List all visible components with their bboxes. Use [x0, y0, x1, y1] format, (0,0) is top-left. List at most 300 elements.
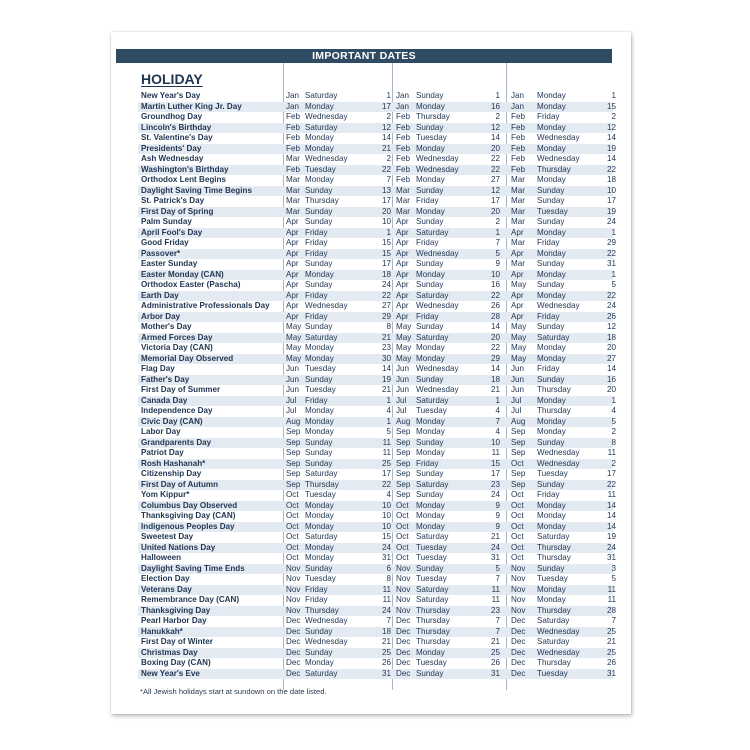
- year1-month: Jun: [286, 374, 300, 384]
- year1-month: Mar: [286, 196, 300, 205]
- year1-month: Oct: [286, 490, 299, 499]
- holiday-name: Indigenous Peoples Day: [141, 521, 235, 531]
- year2-day-number: 7: [495, 238, 500, 247]
- year3-day-number: 14: [606, 511, 616, 520]
- year2-weekday: Sunday: [416, 217, 444, 226]
- table-row: [138, 511, 616, 522]
- holiday-name: Easter Monday (CAN): [141, 269, 224, 279]
- holiday-name: Earth Day: [141, 290, 179, 300]
- year2-day-number: 18: [490, 374, 500, 384]
- table-row: [138, 521, 616, 533]
- year2-day-number: 21: [490, 532, 500, 541]
- year3-month: Apr: [511, 311, 524, 321]
- year1-day-number: 7: [386, 175, 391, 184]
- year1-weekday: Sunday: [305, 374, 333, 384]
- year2-weekday: Wednesday: [416, 164, 459, 174]
- year2-month: Oct: [396, 521, 409, 531]
- table-row: [138, 364, 616, 375]
- year3-month: Dec: [511, 647, 526, 657]
- year2-month: Sep: [396, 448, 411, 457]
- year1-day-number: 13: [381, 185, 391, 195]
- year3-month: Nov: [511, 605, 526, 615]
- year3-month: Mar: [511, 206, 525, 216]
- year3-day-number: 14: [606, 154, 616, 163]
- year3-month: Dec: [511, 637, 526, 646]
- year2-weekday: Saturday: [416, 227, 449, 237]
- table-row: [138, 122, 616, 134]
- year1-weekday: Wednesday: [305, 112, 348, 121]
- year1-weekday: Sunday: [305, 259, 333, 268]
- year3-weekday: Saturday: [537, 637, 570, 646]
- year3-month: Feb: [511, 112, 525, 121]
- year1-weekday: Thursday: [305, 196, 339, 205]
- year3-day-number: 19: [606, 206, 616, 216]
- year1-day-number: 1: [386, 416, 391, 426]
- year3-weekday: Wednesday: [537, 133, 580, 142]
- year2-day-number: 23: [490, 605, 500, 615]
- year1-day-number: 22: [381, 479, 391, 489]
- year1-weekday: Monday: [305, 511, 334, 520]
- year1-month: Apr: [286, 217, 299, 226]
- year2-month: Sep: [396, 427, 411, 436]
- year1-month: Apr: [286, 259, 299, 268]
- year3-month: Dec: [511, 616, 526, 625]
- year2-day-number: 9: [495, 259, 500, 268]
- year2-weekday: Friday: [416, 196, 439, 205]
- year1-day-number: 31: [381, 553, 391, 562]
- year2-day-number: 27: [490, 175, 500, 184]
- table-row: [138, 458, 616, 470]
- year3-weekday: Wednesday: [537, 448, 580, 457]
- year2-month: Jun: [396, 374, 410, 384]
- year3-month: Oct: [511, 458, 524, 468]
- holiday-name: Canada Day: [141, 395, 188, 405]
- year2-day-number: 16: [490, 280, 500, 289]
- table-row: [138, 469, 616, 480]
- year3-day-number: 12: [606, 322, 616, 331]
- holiday-name: Hanukkah*: [141, 626, 183, 636]
- year2-weekday: Monday: [416, 206, 445, 216]
- year2-month: Feb: [396, 164, 410, 174]
- year2-month: Dec: [396, 626, 411, 636]
- year2-month: Oct: [396, 511, 409, 520]
- year3-month: Nov: [511, 595, 526, 604]
- year2-month: May: [396, 332, 412, 342]
- year3-weekday: Monday: [537, 227, 566, 237]
- year2-month: Apr: [396, 248, 409, 258]
- year2-day-number: 4: [495, 406, 500, 415]
- holiday-name: Election Day: [141, 574, 190, 583]
- year3-weekday: Monday: [537, 595, 566, 604]
- year3-month: Feb: [511, 122, 525, 132]
- year3-month: Aug: [511, 416, 526, 426]
- year2-month: Sep: [396, 479, 411, 489]
- year1-weekday: Sunday: [305, 458, 333, 468]
- year3-month: Jun: [511, 374, 525, 384]
- year3-weekday: Thursday: [537, 553, 571, 562]
- year3-month: Jan: [511, 91, 525, 100]
- year1-month: Nov: [286, 584, 301, 594]
- year3-day-number: 12: [606, 122, 616, 132]
- holiday-name: Martin Luther King Jr. Day: [141, 101, 242, 111]
- year2-weekday: Friday: [416, 238, 439, 247]
- year1-day-number: 1: [386, 395, 391, 405]
- year1-month: Mar: [286, 154, 300, 163]
- year3-weekday: Thursday: [537, 406, 571, 415]
- year3-weekday: Sunday: [537, 280, 565, 289]
- year3-month: Apr: [511, 227, 524, 237]
- year2-month: Dec: [396, 637, 411, 646]
- year3-day-number: 31: [606, 668, 616, 678]
- holiday-name: Ash Wednesday: [141, 154, 204, 163]
- year1-day-number: 14: [381, 133, 391, 142]
- year2-month: Apr: [396, 227, 409, 237]
- holiday-name: Orthodox Easter (Pascha): [141, 280, 241, 289]
- year3-weekday: Monday: [537, 511, 566, 520]
- year2-weekday: Thursday: [416, 616, 450, 625]
- year2-weekday: Monday: [416, 500, 445, 510]
- year3-day-number: 19: [606, 532, 616, 541]
- holiday-name: Boxing Day (CAN): [141, 658, 211, 667]
- year2-day-number: 9: [495, 521, 500, 531]
- year1-month: May: [286, 332, 302, 342]
- holiday-name: Citizenship Day: [141, 469, 202, 478]
- year3-day-number: 18: [606, 332, 616, 342]
- holiday-name: Palm Sunday: [141, 217, 192, 226]
- year2-month: Nov: [396, 595, 411, 604]
- table-row: [138, 332, 616, 344]
- table-row: [138, 290, 616, 302]
- year1-weekday: Thursday: [305, 479, 339, 489]
- year1-weekday: Sunday: [305, 626, 333, 636]
- year3-day-number: 22: [606, 164, 616, 174]
- year3-day-number: 24: [606, 542, 616, 552]
- table-row: [138, 385, 616, 396]
- year2-weekday: Monday: [416, 269, 445, 279]
- year2-weekday: Sunday: [416, 469, 444, 478]
- important-dates-banner: IMPORTANT DATES: [116, 49, 612, 63]
- year2-weekday: Monday: [416, 448, 445, 457]
- holiday-name: Sweetest Day: [141, 532, 194, 541]
- table-row: [138, 353, 616, 365]
- year3-day-number: 27: [606, 353, 616, 363]
- year1-day-number: 31: [381, 668, 391, 678]
- year1-month: Oct: [286, 542, 299, 552]
- year2-weekday: Saturday: [416, 479, 449, 489]
- year1-weekday: Monday: [305, 500, 334, 510]
- year3-day-number: 2: [611, 427, 616, 436]
- year1-month: Mar: [286, 185, 300, 195]
- year3-weekday: Saturday: [537, 616, 570, 625]
- year3-weekday: Monday: [537, 353, 566, 363]
- year3-weekday: Friday: [537, 238, 560, 247]
- year1-weekday: Monday: [305, 553, 334, 562]
- year2-weekday: Monday: [416, 416, 445, 426]
- year3-month: Nov: [511, 563, 526, 573]
- year3-weekday: Thursday: [537, 542, 571, 552]
- year3-weekday: Thursday: [537, 605, 571, 615]
- year2-weekday: Sunday: [416, 259, 444, 268]
- year1-weekday: Monday: [305, 658, 334, 667]
- year3-day-number: 21: [606, 637, 616, 646]
- year1-weekday: Monday: [305, 175, 334, 184]
- year1-day-number: 5: [386, 427, 391, 436]
- year1-month: Nov: [286, 574, 301, 583]
- year3-weekday: Monday: [537, 584, 566, 594]
- year3-month: Sep: [511, 448, 526, 457]
- year1-month: Nov: [286, 605, 301, 615]
- holiday-name: Flag Day: [141, 364, 175, 373]
- year1-day-number: 1: [386, 227, 391, 237]
- year3-day-number: 25: [606, 647, 616, 657]
- table-row: [138, 448, 616, 459]
- year1-month: Apr: [286, 290, 299, 300]
- year2-weekday: Saturday: [416, 532, 449, 541]
- year3-day-number: 26: [606, 311, 616, 321]
- year2-day-number: 1: [495, 227, 500, 237]
- year3-weekday: Sunday: [537, 374, 565, 384]
- year3-day-number: 4: [611, 406, 616, 415]
- table-row: [138, 395, 616, 407]
- year1-day-number: 17: [381, 469, 391, 478]
- year2-weekday: Sunday: [416, 563, 444, 573]
- year1-weekday: Monday: [305, 101, 334, 111]
- year3-weekday: Thursday: [537, 658, 571, 667]
- year3-month: Oct: [511, 521, 524, 531]
- year3-weekday: Tuesday: [537, 206, 568, 216]
- year2-month: Oct: [396, 500, 409, 510]
- year2-day-number: 11: [491, 448, 500, 457]
- table-row: [138, 542, 616, 554]
- year2-day-number: 2: [495, 217, 500, 226]
- year2-month: Dec: [396, 668, 411, 678]
- year3-weekday: Tuesday: [537, 574, 568, 583]
- year3-month: Oct: [511, 511, 524, 520]
- year3-day-number: 16: [606, 374, 616, 384]
- year2-weekday: Thursday: [416, 637, 450, 646]
- year1-day-number: 15: [381, 248, 391, 258]
- year3-day-number: 17: [606, 469, 616, 478]
- year3-weekday: Friday: [537, 112, 560, 121]
- year2-weekday: Sunday: [416, 322, 444, 331]
- year2-day-number: 26: [490, 301, 500, 310]
- year2-weekday: Saturday: [416, 395, 449, 405]
- year2-weekday: Thursday: [416, 626, 450, 636]
- year1-weekday: Tuesday: [305, 385, 336, 394]
- year3-month: May: [511, 322, 527, 331]
- year2-day-number: 15: [490, 458, 500, 468]
- year3-day-number: 5: [611, 574, 616, 583]
- year1-weekday: Monday: [305, 143, 334, 153]
- year2-month: Apr: [396, 280, 409, 289]
- year2-month: May: [396, 343, 412, 352]
- year3-day-number: 1: [611, 227, 616, 237]
- table-row: [138, 133, 616, 144]
- holiday-name: Pearl Harbor Day: [141, 616, 207, 625]
- holiday-name: Grandparents Day: [141, 437, 212, 447]
- year3-day-number: 11: [607, 584, 616, 594]
- year3-weekday: Wednesday: [537, 647, 580, 657]
- year2-day-number: 14: [490, 322, 500, 331]
- year3-day-number: 1: [611, 395, 616, 405]
- year3-weekday: Monday: [537, 248, 566, 258]
- year1-weekday: Monday: [305, 343, 334, 352]
- year3-month: Feb: [511, 154, 525, 163]
- holiday-name: Mother's Day: [141, 322, 192, 331]
- year3-weekday: Monday: [537, 395, 566, 405]
- table-row: [138, 227, 616, 239]
- table-row: [138, 574, 616, 585]
- year2-day-number: 23: [490, 479, 500, 489]
- year1-day-number: 10: [381, 500, 391, 510]
- year1-weekday: Sunday: [305, 437, 333, 447]
- year1-month: Oct: [286, 511, 299, 520]
- year3-month: Sep: [511, 479, 526, 489]
- year2-day-number: 1: [495, 395, 500, 405]
- year3-month: Feb: [511, 133, 525, 142]
- holiday-name: Remembrance Day (CAN): [141, 595, 240, 604]
- year2-weekday: Sunday: [416, 668, 444, 678]
- year1-day-number: 6: [386, 563, 391, 573]
- year3-day-number: 10: [606, 185, 616, 195]
- table-row: [138, 416, 616, 428]
- year1-weekday: Friday: [305, 290, 328, 300]
- table-row: [138, 322, 616, 333]
- year1-day-number: 21: [381, 143, 391, 153]
- year1-month: Apr: [286, 248, 299, 258]
- year3-day-number: 14: [606, 521, 616, 531]
- table-row: [138, 154, 616, 165]
- year1-month: Mar: [286, 206, 300, 216]
- holiday-name: Lincoln's Birthday: [141, 122, 212, 132]
- year1-day-number: 17: [381, 101, 391, 111]
- holiday-name: Groundhog Day: [141, 112, 203, 121]
- year3-weekday: Monday: [537, 343, 566, 352]
- holiday-name: St. Patrick's Day: [141, 196, 205, 205]
- table-row: [138, 143, 616, 155]
- holiday-name: Thanksgiving Day: [141, 605, 211, 615]
- year2-day-number: 22: [490, 290, 500, 300]
- year1-month: Dec: [286, 616, 301, 625]
- year3-month: Feb: [511, 143, 525, 153]
- year1-month: Sep: [286, 469, 301, 478]
- table-row: [138, 164, 616, 176]
- year1-weekday: Saturday: [305, 532, 338, 541]
- year3-month: Apr: [511, 301, 524, 310]
- year3-month: May: [511, 353, 527, 363]
- year3-day-number: 14: [606, 133, 616, 142]
- year2-month: Feb: [396, 143, 410, 153]
- year2-weekday: Monday: [416, 353, 445, 363]
- year2-weekday: Saturday: [416, 595, 449, 604]
- year1-day-number: 11: [382, 437, 391, 447]
- table-row: [138, 584, 616, 596]
- table-row: [138, 112, 616, 123]
- holiday-name: Administrative Professionals Day: [141, 301, 270, 310]
- year3-day-number: 22: [606, 479, 616, 489]
- year2-month: Sep: [396, 458, 411, 468]
- table-row: [138, 637, 616, 648]
- year2-month: Sep: [396, 437, 411, 447]
- year1-weekday: Saturday: [305, 91, 338, 100]
- year1-month: Dec: [286, 668, 301, 678]
- year3-weekday: Sunday: [537, 563, 565, 573]
- year2-month: Dec: [396, 658, 411, 667]
- year2-day-number: 9: [495, 500, 500, 510]
- holiday-name: Independence Day: [141, 406, 213, 415]
- year3-day-number: 11: [607, 490, 616, 499]
- year2-day-number: 22: [490, 164, 500, 174]
- year2-day-number: 20: [490, 143, 500, 153]
- year3-month: Jul: [511, 406, 522, 415]
- year1-month: Nov: [286, 563, 301, 573]
- table-row: [138, 626, 616, 638]
- holiday-name: Halloween: [141, 553, 182, 562]
- year2-day-number: 12: [490, 122, 500, 132]
- year1-day-number: 10: [381, 521, 391, 531]
- table-row: [138, 437, 616, 449]
- holiday-name: First Day of Spring: [141, 206, 214, 216]
- holiday-heading: HOLIDAY: [141, 71, 203, 87]
- table-row: [138, 553, 616, 564]
- table-row: [138, 658, 616, 669]
- table-row: [138, 605, 616, 617]
- year3-weekday: Friday: [537, 311, 560, 321]
- year3-day-number: 14: [606, 364, 616, 373]
- table-row: [138, 595, 616, 606]
- year2-weekday: Tuesday: [416, 542, 447, 552]
- table-row: [138, 175, 616, 186]
- year2-day-number: 10: [490, 437, 500, 447]
- year3-weekday: Tuesday: [537, 668, 568, 678]
- year1-day-number: 24: [381, 605, 391, 615]
- year1-month: Dec: [286, 626, 301, 636]
- year2-weekday: Sunday: [416, 122, 444, 132]
- year1-day-number: 18: [381, 269, 391, 279]
- year2-weekday: Sunday: [416, 437, 444, 447]
- year3-day-number: 3: [611, 563, 616, 573]
- year1-weekday: Sunday: [305, 185, 333, 195]
- year3-day-number: 19: [606, 143, 616, 153]
- year1-weekday: Monday: [305, 406, 334, 415]
- year3-weekday: Monday: [537, 101, 566, 111]
- year2-weekday: Tuesday: [416, 658, 447, 667]
- year2-month: Apr: [396, 269, 409, 279]
- year1-weekday: Sunday: [305, 322, 333, 331]
- year3-weekday: Monday: [537, 290, 566, 300]
- year2-weekday: Sunday: [416, 490, 444, 499]
- year2-month: Oct: [396, 542, 409, 552]
- year3-day-number: 31: [606, 259, 616, 268]
- year1-weekday: Friday: [305, 238, 328, 247]
- year1-month: Oct: [286, 521, 299, 531]
- year1-day-number: 11: [382, 595, 391, 604]
- year2-day-number: 5: [495, 563, 500, 573]
- table-row: [138, 406, 616, 417]
- year1-day-number: 17: [381, 196, 391, 205]
- year2-day-number: 29: [490, 353, 500, 363]
- year3-weekday: Sunday: [537, 259, 565, 268]
- year1-month: Sep: [286, 448, 301, 457]
- year1-weekday: Saturday: [305, 668, 338, 678]
- year1-day-number: 7: [386, 616, 391, 625]
- year2-day-number: 17: [490, 469, 500, 478]
- year2-month: Feb: [396, 133, 410, 142]
- year1-month: Feb: [286, 164, 300, 174]
- year2-day-number: 31: [490, 553, 500, 562]
- year3-weekday: Sunday: [537, 479, 565, 489]
- year1-weekday: Friday: [305, 227, 328, 237]
